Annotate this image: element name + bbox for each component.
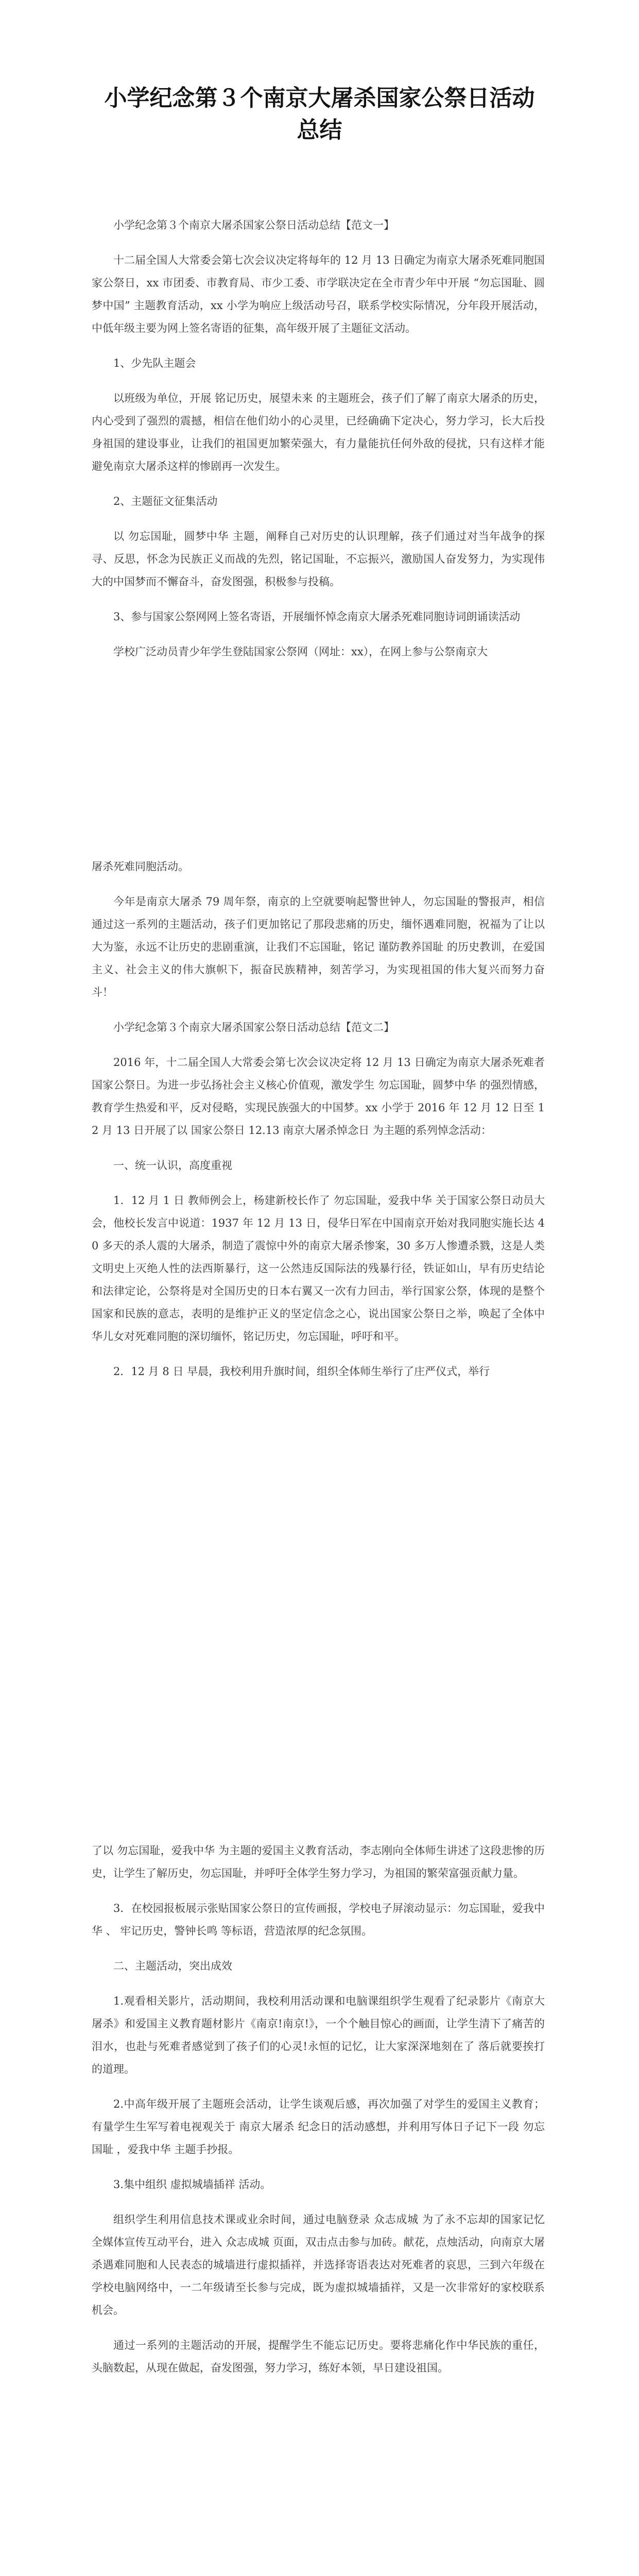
title-line-1: 小学纪念第３个南京大屠杀国家公祭日活动 [104,85,535,111]
body-section-2 [92,855,545,1395]
paragraph: 屠杀死难同胞活动。 [92,860,189,873]
section-heading: 3、参与国家公祭网网上签名寄语，开展缅怀悼念南京大屠杀死难同胞诗词朗诵读活动 [113,611,521,623]
paragraph: 今年是南京大屠杀 79 周年祭，南京的上空就要响起警世钟人，勿忘国耻的警报声，相信通过这一系列的主题活动，孩子们更加铭记了那段悲痛的历史，缅怀遇难同胞，祝福为了让以大为鉴，永远不让历史的悲剧重演，让我们不忘国耻，铭记 谨防教养国耻 的历史教训，在爱国主义、社会主义的伟大旗帜下，振奋民族精神，刻苦学习，为实现祖国的伟大复兴而努力奋斗！ [92,895,545,998]
paragraph: 2016 年，十二届全国人大常委会第七次会议决定将 12 月 13 日确定为南京大屠杀死难者国家公祭日。为进一步弘扬社会主义核心价值观，激发学生 勿忘国耻，圆梦中华 的强烈情感，教育学生热爱和平，反对侵略，实现民族强大的中国梦。xx 小学于 2016 年 12 月 12 日至 12 月 13 日开展了以 国家公祭日 12.13 南京大屠杀悼念日 为主题的系列悼念活动： [92,1056,545,1137]
section-heading: 1、少先队主题会 [113,357,196,369]
paragraph: 3.集中组织 虚拟城墙插祥 活动。 [113,2178,271,2191]
paragraph: 学校广泛动员青少年学生登陆国家公祭网（网址：xx），在网上参与公祭南京大 [113,646,488,658]
paragraph: 组织学生利用信息技术课或业余时间，通过电脑登录 众志成城 为了永不忘却的国家记忆 全媒体宣传互动平台，进入 众志成城 页面，双击点击参与加砖。献花，点烛活动，向南京大屠杀遇难同胞和人民表态的城墙进行虚拟插祥，并选择寄语表达对死难者的哀思，三到六年级在学校电脑网络中，一二年级请至长参与完成，既为虚拟城墙插祥，又是一次非常好的家校联系机会。 [92,2213,545,2316]
intro-paragraph: 十二届全国人大常委会第七次会议决定将每年的 12 月 13 日确定为南京大屠杀死难同胞国家公祭日，xx 市团委、市教育局、市少工委、市学联决定在全市青少年中开展 “勿忘国耻、圆梦中国” 主题教育活动，xx 小学为响应上级活动号召，联系学校实际情况，分年段开展活动，中低年级主要为网上签名寄语的征集，高年级开展了主题征文活动。 [92,254,545,334]
paragraph: 以 勿忘国耻，圆梦中华 主题，阐释自己对历史的认识理解，孩子们通过对当年战争的探寻、反思，怀念为民族正义而战的先烈，铭记国耻，不忘振兴，激励国人奋发努力，为实现伟大的中国梦而不懈奋斗，奋发图强，积极参与投稿。 [92,530,545,588]
body-section-1 [92,214,545,675]
body-section-3 [92,1839,545,2392]
paragraph: 2．12 月 8 日 早晨，我校利用升旗时间，组织全体师生举行了庄严仪式，举行 [113,1365,490,1378]
paragraph: 2.中高年级开展了主题班会活动，让学生谈观后感，再次加强了对学生的爱国主义教育；有量学生生军写着电视观关于 南京大屠杀 纪念日的活动感想，并利用写体日子记下一段 勿忘国耻 ，爱我中华 主题手抄报。 [92,2098,545,2156]
paragraph: 1.观看相关影片，活动期间，我校利用活动课和电脑课组织学生观看了纪录影片《南京大屠杀》和爱国主义教育题材影片《南京!南京!》，一个个触目惊心的画面，让学生清下了痛苦的泪水，也赴与死难者感觉到了孩子们的心灵!永恒的记忆，让大家深深地刻在了 落后就要挨打 的道理。 [92,1995,545,2075]
paragraph: 3．在校园报板展示张贴国家公祭日的宣传画报，学校电子屏滚动显示：勿忘国耻，爱我中华 、 牢记历史，警钟长鸣 等标语，营造浓厚的纪念氛围。 [92,1902,545,1937]
essay-heading-2: 小学纪念第３个南京大屠杀国家公祭日活动总结【范文二】 [113,1021,394,1033]
title-line-2: 总结 [297,117,342,143]
section-heading: 二、主题活动，突出成效 [113,1960,232,1972]
section-heading: 一、统一认识，高度重视 [113,1159,232,1172]
paragraph: 1．12 月 1 日 教师例会上，杨建新校长作了 勿忘国耻，爱我中华 关于国家公祭日动员大会，他校长发言中说道：1937 年 12 月 13 日，侵华日军在中国南京开始对我同胞实施长达 40 多天的杀人震的大屠杀，制造了震惊中外的南京大屠杀惨案，30 多万人惨遭杀戮，这是人类文明史上灭绝人性的法西斯暴行，这一公然违反国际法的残暴行径，铁证如山，早有历史结论和法律定论，公祭将是对全国历史的日本右翼又一次有力回击，举行国家公祭，体现的是整个国家和民族的意志，表明的是维护正义的坚定信念之心，说出国家公祭日之举，唤起了全体中华儿女对死难同胞的深切缅怀，铭记历史，勿忘国耻，呼吁和平。 [92,1194,545,1343]
section-heading: 2、主题征文征集活动 [113,495,218,507]
paragraph: 了以 勿忘国耻，爱我中华 为主题的爱国主义教育活动，李志刚向全体师生讲述了这段悲惨的历史，让学生了解历史，勿忘国耻，并呼吁全体学生努力学习，为祖国的繁荣富强贡献力量。 [92,1844,545,1879]
document-title [103,82,536,146]
paragraph: 以班级为单位，开展 铭记历史，展望未来 的主题班会，孩子们了解了南京大屠杀的历史，内心受到了强烈的震撼，相信在他们幼小的心灵里，已经确确下定决心，努力学习，长大后投身祖国的建设事业，让我们的祖国更加繁荣强大，有力量能抗任何外敌的侵扰，只有这样才能避免南京大屠杀这样的惨剧再一次发生。 [92,392,545,472]
closing-paragraph: 通过一系列的主题活动的开展，提醒学生不能忘记历史。要将悲痛化作中华民族的重任，头脑数起，从现在做起，奋发图强，努力学习，练好本领，早日建设祖国。 [92,2339,545,2374]
essay-heading-1: 小学纪念第３个南京大屠杀国家公祭日活动总结【范文一】 [113,219,394,231]
